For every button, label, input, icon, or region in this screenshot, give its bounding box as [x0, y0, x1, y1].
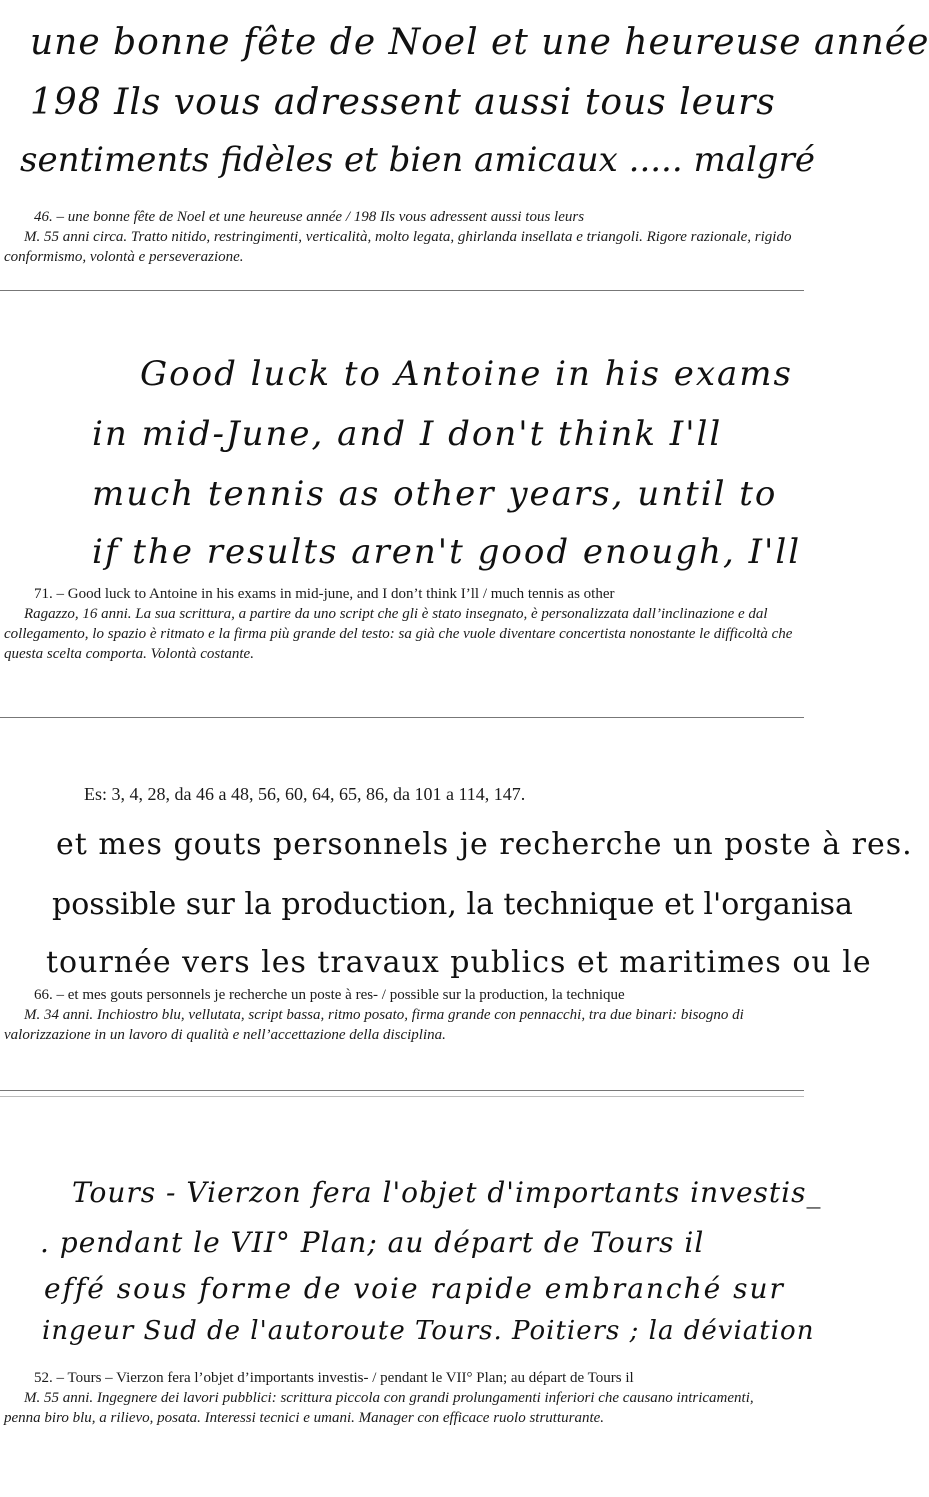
divider — [0, 1090, 804, 1091]
example-references: Es: 3, 4, 28, da 46 a 48, 56, 60, 64, 65, 86, da 101 a 114, 147. — [84, 784, 526, 804]
handwriting-line: in mid-June, and I don't think I'll — [92, 414, 723, 454]
transcription: 52. – Tours – Vierzon fera l’objet d’importants investis- / pendant le VII° Plan; au départ de Tours il — [34, 1370, 634, 1386]
transcription: 71. – Good luck to Antoine in his exams in mid-june, and I don’t think I’ll / much tennis as other — [34, 586, 615, 602]
transcription: 46. – une bonne fête de Noel et une heureuse année / 198 Ils vous adressent aussi tous leurs — [34, 209, 585, 225]
handwriting-line: et mes gouts personnels je recherche un poste à res. — [56, 827, 913, 862]
sample-46 — [0, 0, 929, 290]
transcription: 66. – et mes gouts personnels je recherche un poste à res- / possible sur la production, la technique — [34, 987, 625, 1003]
sample-66 — [0, 719, 913, 1089]
sample-caption-block — [4, 985, 794, 1045]
caption: Ragazzo, 16 anni. La sua scrittura, a partire da uno script che gli è stato insegnato, è personalizzata dall’inclinazione e dal collegamento, lo spazio è ritmato e la firma più grande del testo: sa già che vuole diventare concertista nonostante le difficoltà che questa scelta comporta. Volontà costante. — [4, 606, 793, 662]
divider — [0, 717, 804, 718]
sample-caption-block — [4, 207, 794, 267]
caption: M. 34 anni. Inchiostro blu, vellutata, script bassa, ritmo posato, firma grande con pennacchi, tra due binari: bisogno di valorizzazione in un lavoro di qualità e nell’accettazione della disciplina. — [4, 1007, 744, 1043]
divider — [0, 1096, 804, 1097]
handwriting-line: 198 Ils vous adressent aussi tous leurs — [30, 82, 776, 123]
handwriting-line: effé sous forme de voie rapide embranché sur — [44, 1272, 785, 1305]
caption: M. 55 anni circa. Tratto nitido, restringimenti, verticalità, molto legata, ghirlanda insellata e triangoli. Rigore razionale, rigido conformismo, volontà e perseverazione. — [4, 229, 792, 265]
sample-71 — [0, 292, 804, 717]
divider — [0, 290, 804, 291]
sample-caption-block — [4, 584, 794, 664]
sample-52 — [0, 1098, 822, 1497]
sample-caption-block — [4, 1368, 794, 1428]
handwriting-line: Good luck to Antoine in his exams — [140, 354, 793, 394]
handwriting-line: tournée vers les travaux publics et maritimes ou le — [46, 945, 872, 980]
caption: M. 55 anni. Ingegnere dei lavori pubblici: scrittura piccola con grandi prolungamenti inferiori che causano intricamenti, penna biro blu, a rilievo, posata. Interessi tecnici e umani. Manager con efficace ruolo strutturante. — [4, 1390, 754, 1426]
handwriting-line: much tennis as other years, until to — [92, 474, 778, 514]
handwriting-line: une bonne fête de Noel et une heureuse année — [30, 22, 929, 63]
handwriting-line: . pendant le VII° Plan; au départ de Tours il — [40, 1226, 705, 1259]
handwriting-line: possible sur la production, la technique et l'organisa — [52, 887, 853, 922]
handwriting-line: sentiments fidèles et bien amicaux ..... malgré — [20, 140, 815, 180]
handwriting-line: if the results aren't good enough, I'll — [92, 532, 802, 572]
handwriting-line: ingeur Sud de l'autoroute Tours. Poitiers ; la déviation — [42, 1316, 815, 1346]
handwriting-line: Tours - Vierzon fera l'objet d'importants investis_ — [72, 1176, 822, 1209]
